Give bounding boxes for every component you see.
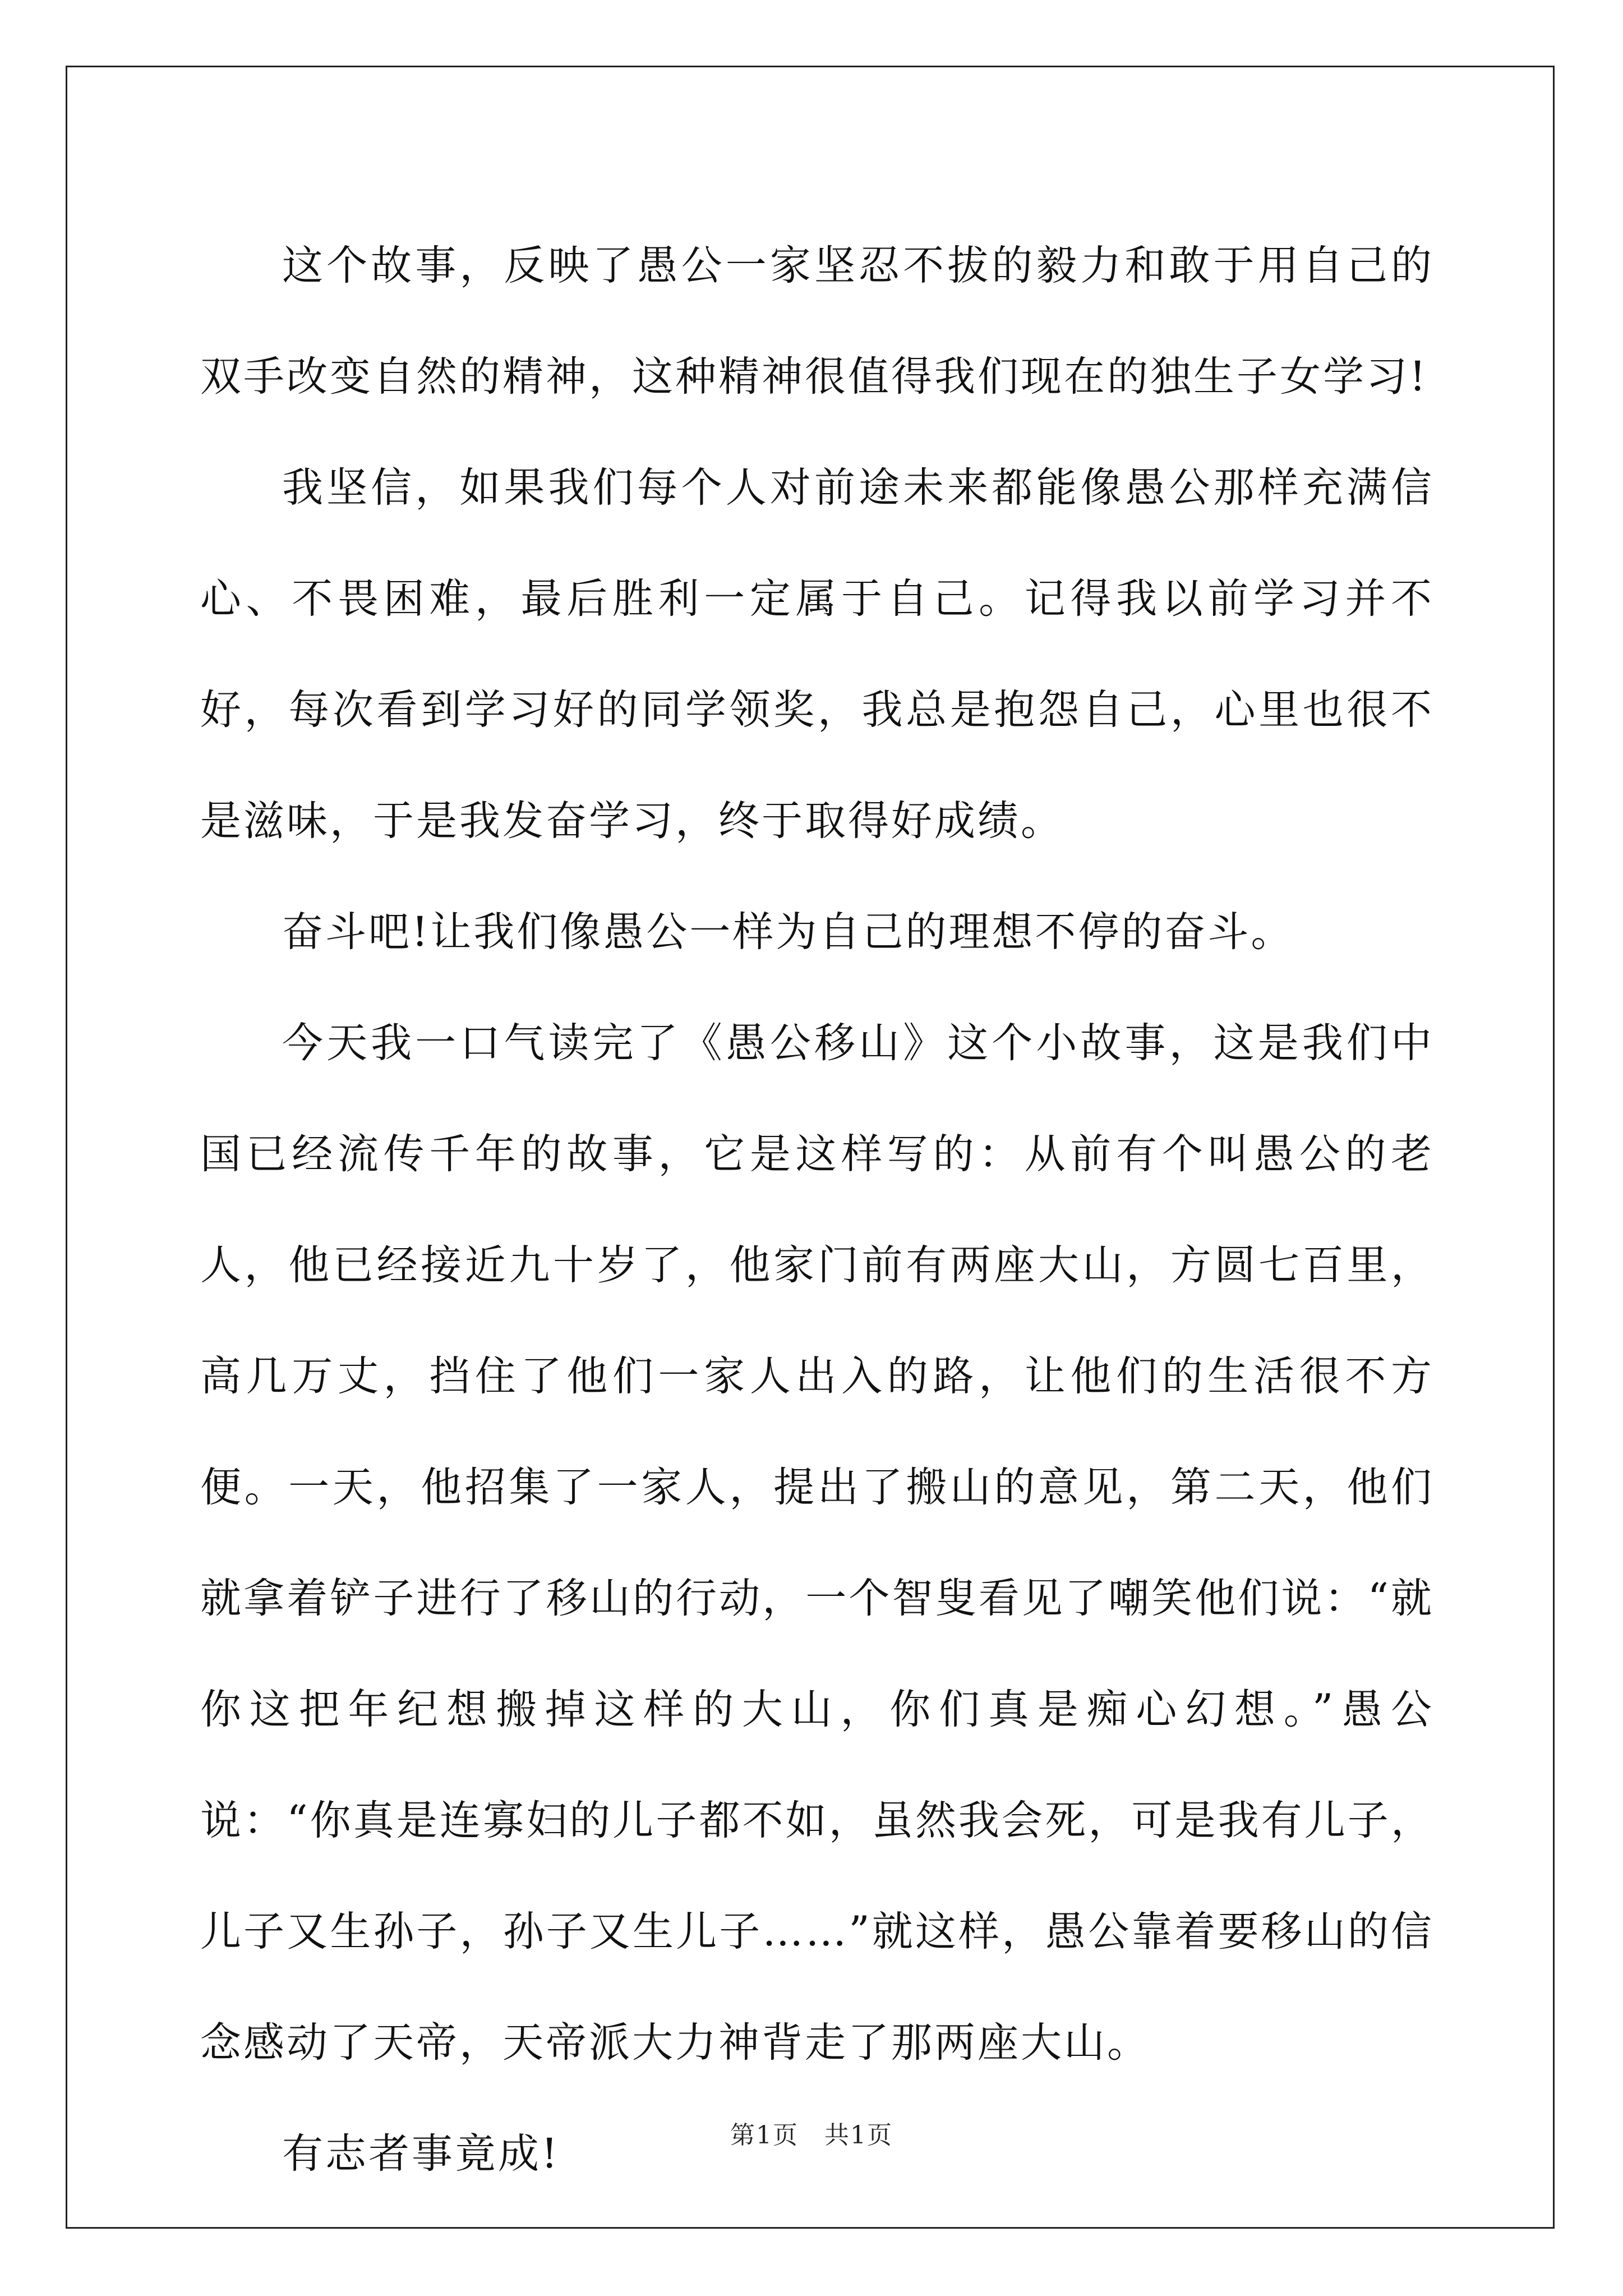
- paragraph: 我坚信，如果我们每个人对前途未来都能像愚公那样充满信心、不畏困难，最后胜利一定属于自己。记得我以前学习并不好，每次看到学习好的同学领奖，我总是抱怨自己，心里也很不是滋味，于是我发奋学习，终于取得好成绩。: [200, 464, 1434, 845]
- paragraph: 这个故事，反映了愚公一家坚忍不拔的毅力和敢于用自己的双手改变自然的精神，这种精神很值得我们现在的独生子女学习!: [200, 242, 1434, 401]
- page-number-total: 共1页: [824, 2121, 893, 2150]
- page-number-current: 第1页: [730, 2121, 799, 2150]
- paragraph: 奋斗吧!让我们像愚公一样为自己的理想不停的奋斗。: [282, 908, 1294, 956]
- paragraph: 今天我一口气读完了《愚公移山》这个小故事，这是我们中国已经流传千年的故事，它是这样写的：从前有个叫愚公的老人，他已经接近九十岁了，他家门前有两座大山，方圆七百里，高几万丈，挡住了他们一家人出入的路，让他们的生活很不方便。一天，他招集了一家人，提出了搬山的意见，第二天，他们就拿着铲子进行了移山的行动，一个智叟看见了嘲笑他们说：“就你这把年纪想搬掉这样的大山，你们真是痴心幻想。”愚公说：“你真是连寡妇的儿子都不如，虽然我会死，可是我有儿子，儿子又生孙子，孙子又生儿子……”就这样，愚公靠着要移山的信念感动了天帝，天帝派大力神背走了那两座大山。: [200, 1019, 1434, 2067]
- paragraph: 有志者事竟成!: [282, 2130, 560, 2178]
- page-footer: [0, 2115, 1623, 2151]
- document-body: [200, 210, 1434, 2210]
